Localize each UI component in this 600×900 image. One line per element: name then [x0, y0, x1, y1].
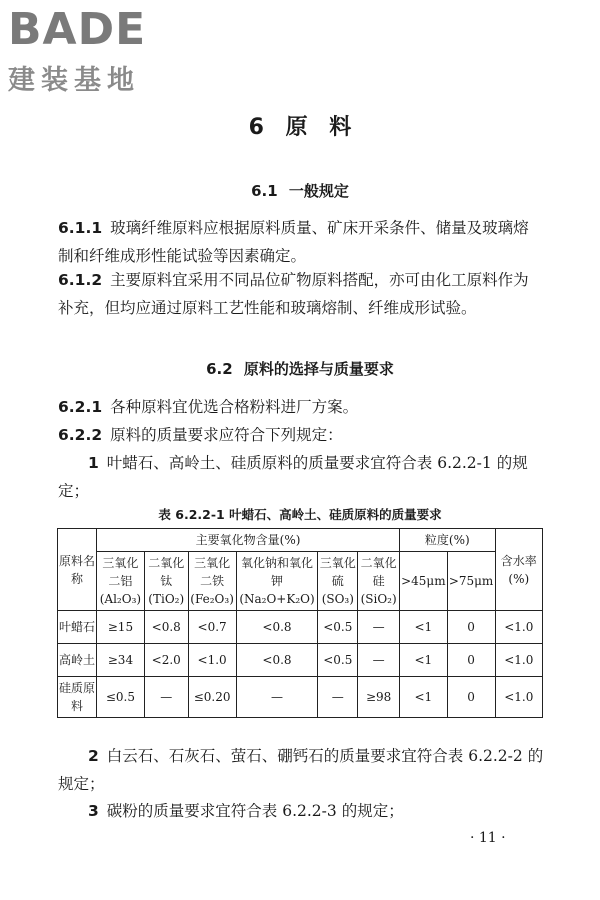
column-header: >45μm [400, 552, 448, 611]
column-header: 三氧化硫(SO₃) [318, 552, 358, 611]
table-row [58, 677, 543, 718]
table-cell: <0.5 [318, 611, 358, 644]
table-cell: — [358, 644, 400, 677]
clause-6-2-2 [58, 421, 544, 449]
section-title-6-1: 6.1 一般规定 [251, 182, 349, 200]
item-number: 2 [88, 747, 99, 765]
table-cell: ≥15 [97, 611, 145, 644]
row-label: 硅质原料 [58, 677, 97, 718]
item-text: 叶蜡石、高岭土、硅质原料的质量要求宜符合表 6.2.2-1 的规定； [58, 454, 528, 500]
clause-number: 6.1.1 [58, 219, 103, 237]
clause-text: 玻璃纤维原料应根据原料质量、矿床开采条件、储量及玻璃熔制和纤维成形性能试验等因素确定。 [58, 219, 529, 265]
table-cell: <0.5 [318, 644, 358, 677]
header-material-name: 原料名称 [58, 529, 97, 611]
table-cell: <2.0 [144, 644, 188, 677]
table-cell: — [144, 677, 188, 718]
table-cell: <1.0 [495, 611, 542, 644]
table-cell: ≥34 [97, 644, 145, 677]
row-label: 高岭土 [58, 644, 97, 677]
logo-subtitle: 建装基地 [8, 65, 140, 96]
table-cell: <1.0 [495, 677, 542, 718]
table-cell: <1 [400, 677, 448, 718]
table-cell: <0.8 [144, 611, 188, 644]
table-cell: <0.8 [236, 611, 318, 644]
table-row [58, 644, 543, 677]
table-cell: — [318, 677, 358, 718]
table-cell: ≤0.20 [188, 677, 236, 718]
quality-requirements-table [57, 528, 543, 718]
clause-text: 原料的质量要求应符合下列规定： [110, 426, 343, 444]
table-cell: — [358, 611, 400, 644]
section-title-6-2: 6.2 原料的选择与质量要求 [206, 360, 394, 378]
table-cell: ≥98 [358, 677, 400, 718]
column-header: >75μm [447, 552, 495, 611]
item-number: 1 [88, 454, 99, 472]
header-granularity: 粒度(%) [400, 529, 495, 552]
list-item-2 [58, 742, 544, 798]
item-text: 白云石、石灰石、萤石、硼钙石的质量要求宜符合表 6.2.2-2 的规定； [58, 747, 544, 793]
header-oxide-content: 主要氧化物含量(%) [97, 529, 400, 552]
table-caption: 表 6.2.2-1 叶蜡石、高岭土、硅质原料的质量要求 [158, 507, 442, 522]
clause-text: 主要原料宜采用不同品位矿物原料搭配，亦可由化工原料作为补充，但均应通过原料工艺性能和玻璃熔制、纤维成形试验。 [58, 271, 529, 317]
column-header: 二氧化硅(SiO₂) [358, 552, 400, 611]
list-item-1 [58, 449, 544, 505]
table-cell: <1 [400, 611, 448, 644]
table-cell: — [236, 677, 318, 718]
item-text: 碳粉的质量要求宜符合表 6.2.2-3 的规定； [106, 802, 404, 820]
column-header: 氧化钠和氧化钾(Na₂O+K₂O) [236, 552, 318, 611]
table-cell: <1.0 [188, 644, 236, 677]
table-cell: <1 [400, 644, 448, 677]
table-cell: ≤0.5 [97, 677, 145, 718]
row-label: 叶蜡石 [58, 611, 97, 644]
column-header: 三氧化二铁(Fe₂O₃) [188, 552, 236, 611]
list-item-3 [58, 797, 544, 825]
table-row [58, 611, 543, 644]
publisher-logo [8, 4, 188, 97]
page-number: · 11 · [470, 830, 506, 846]
logo-brand: BADE [8, 4, 147, 55]
table-cell: <0.7 [188, 611, 236, 644]
clause-6-1-1 [58, 214, 544, 270]
clause-number: 6.2.2 [58, 426, 103, 444]
table-cell: <0.8 [236, 644, 318, 677]
table-cell: 0 [447, 611, 495, 644]
clause-6-2-1 [58, 393, 544, 421]
table-cell: <1.0 [495, 644, 542, 677]
clause-number: 6.1.2 [58, 271, 103, 289]
clause-text: 各种原料宜优选合格粉料进厂方案。 [110, 398, 359, 416]
table-cell: 0 [447, 677, 495, 718]
chapter-title: 6 原 料 [248, 115, 352, 140]
item-number: 3 [88, 802, 99, 820]
header-moisture: 含水率(%) [495, 529, 542, 611]
column-header: 三氧化二铝(Al₂O₃) [97, 552, 145, 611]
column-header: 二氧化钛(TiO₂) [144, 552, 188, 611]
table-cell: 0 [447, 644, 495, 677]
clause-6-1-2 [58, 266, 544, 322]
clause-number: 6.2.1 [58, 398, 103, 416]
